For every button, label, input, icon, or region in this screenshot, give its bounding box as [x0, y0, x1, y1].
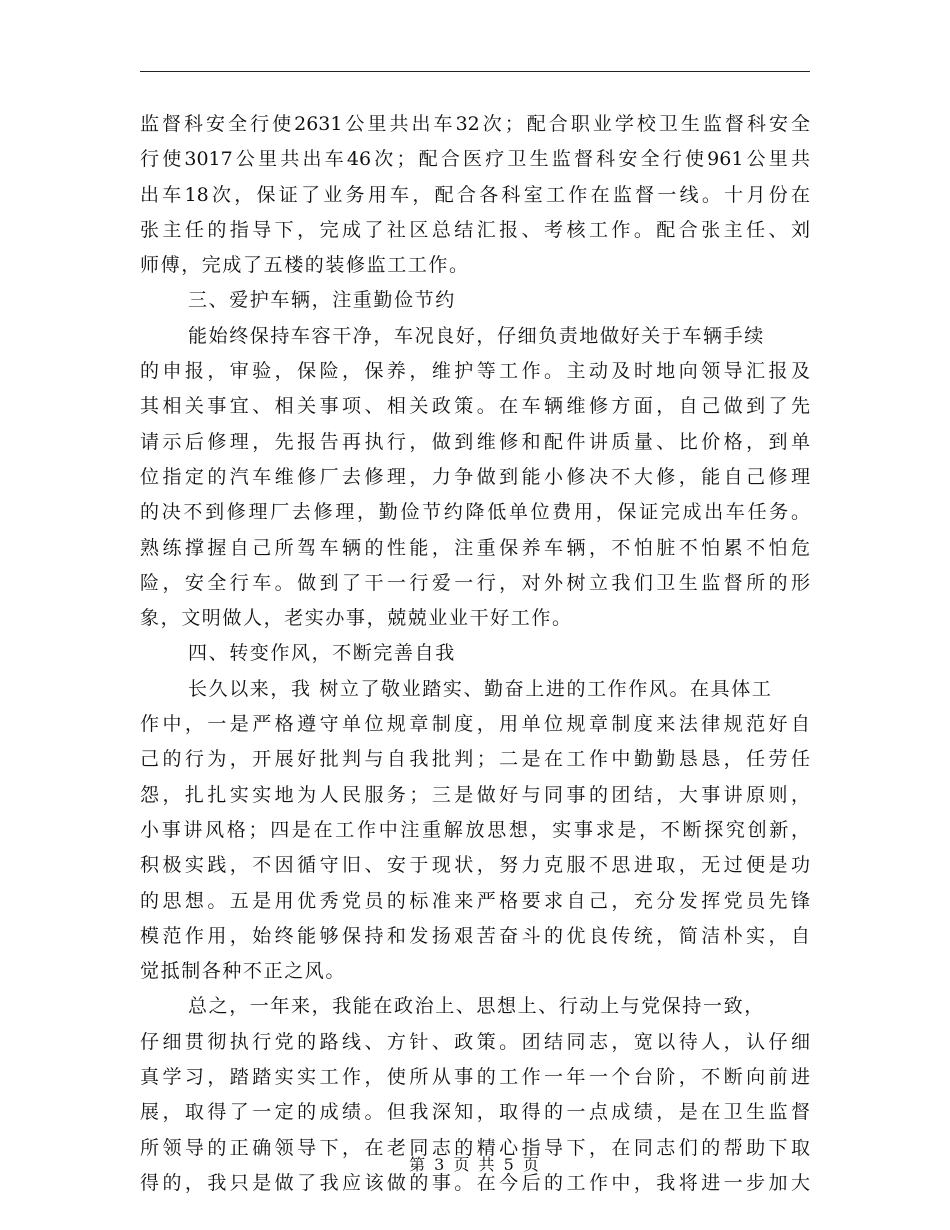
- text-line: 小事讲风格；四是在工作中注重解放思想，实事求是，不断探究创新，: [140, 818, 810, 841]
- header-rule: [140, 71, 810, 72]
- text-line: 仔细贯彻执行党的路线、方针、政策。团结同志，宽以待人，认仔细: [140, 1030, 810, 1053]
- text-line: 位指定的汽车维修厂去修理，力争做到能小修决不大修，能自己修理: [140, 465, 810, 488]
- text-line: 的申报，审验，保险，保养，维护等工作。主动及时地向领导汇报及: [140, 360, 810, 383]
- text-line: 所领导的正确领导下，在老同志的精心指导下，在同志们的帮助下取: [140, 1136, 810, 1159]
- text-line: 长久以来，我 树立了敬业踏实、勤奋上进的工作作风。在具体工: [188, 677, 773, 700]
- text-line: 模范作用，始终能够保持和发扬艰苦奋斗的优良传统，简洁朴实，自: [140, 924, 810, 947]
- text-line: 总之，一年来，我能在政治上、思想上、行动上与党保持一致，: [188, 995, 765, 1018]
- text-line: 张主任的指导下，完成了社区总结汇报、考核工作。配合张主任、刘: [140, 218, 810, 241]
- text-line: 怨，扎扎实实地为人民服务；三是做好与同事的团结，大事讲原则，: [140, 783, 810, 806]
- text-line: 得的，我只是做了我应该做的事。在今后的工作中，我将进一步加大: [140, 1171, 810, 1194]
- text-line: 能始终保持车容干净，车况良好，仔细负责地做好关于车辆手续: [188, 324, 765, 347]
- text-line: 真学习，踏踏实实工作，使所从事的工作一年一个台阶，不断向前进: [140, 1066, 810, 1089]
- text-line: 己的行为，开展好批判与自我批判；二是在工作中勤勤恳恳，任劳任: [140, 748, 810, 771]
- text-line: 险，安全行车。做到了干一行爱一行，对外树立我们卫生监督所的形: [140, 571, 810, 594]
- text-line: 展，取得了一定的成绩。但我深知，取得的一点成绩，是在卫生监督: [140, 1101, 810, 1124]
- text-line: 请示后修理，先报告再执行，做到维修和配件讲质量、比价格，到单: [140, 430, 810, 453]
- text-line: 积极实践，不因循守旧、安于现状，努力克服不思进取，无过便是功: [140, 854, 810, 877]
- text-line: 的决不到修理厂去修理，勤俭节约降低单位费用，保证完成出车任务。: [140, 501, 810, 524]
- text-line: 象，文明做人，老实办事，兢兢业业干好工作。: [140, 607, 573, 630]
- text-line: 熟练撑握自己所驾车辆的性能，注重保养车辆，不怕脏不怕累不怕危: [140, 536, 810, 559]
- text-line: 三、爱护车辆，注重勤俭节约: [188, 289, 456, 312]
- text-line: 作中，一是严格遵守单位规章制度，用单位规章制度来法律规范好自: [140, 713, 810, 736]
- text-line: 行使3017公里共出车46次；配合医疗卫生监督科安全行使961公里共: [140, 148, 810, 171]
- text-line: 监督科安全行使2631公里共出车32次；配合职业学校卫生监督科安全: [140, 113, 810, 135]
- text-line: 觉抵制各种不正之风。: [140, 960, 347, 983]
- document-body: [140, 107, 810, 1201]
- page-number: 第 3 页 共 5 页: [409, 1155, 541, 1174]
- text-line: 师傅，完成了五楼的装修监工工作。: [140, 254, 470, 277]
- text-line: 四、转变作风，不断完善自我: [188, 642, 456, 665]
- text-line: 的思想。五是用优秀党员的标准来严格要求自己，充分发挥党员先锋: [140, 889, 810, 912]
- text-line: 其相关事宜、相关事项、相关政策。在车辆维修方面，自己做到了先: [140, 395, 810, 418]
- text-line: 出车18次，保证了业务用车，配合各科室工作在监督一线。十月份在: [140, 183, 810, 206]
